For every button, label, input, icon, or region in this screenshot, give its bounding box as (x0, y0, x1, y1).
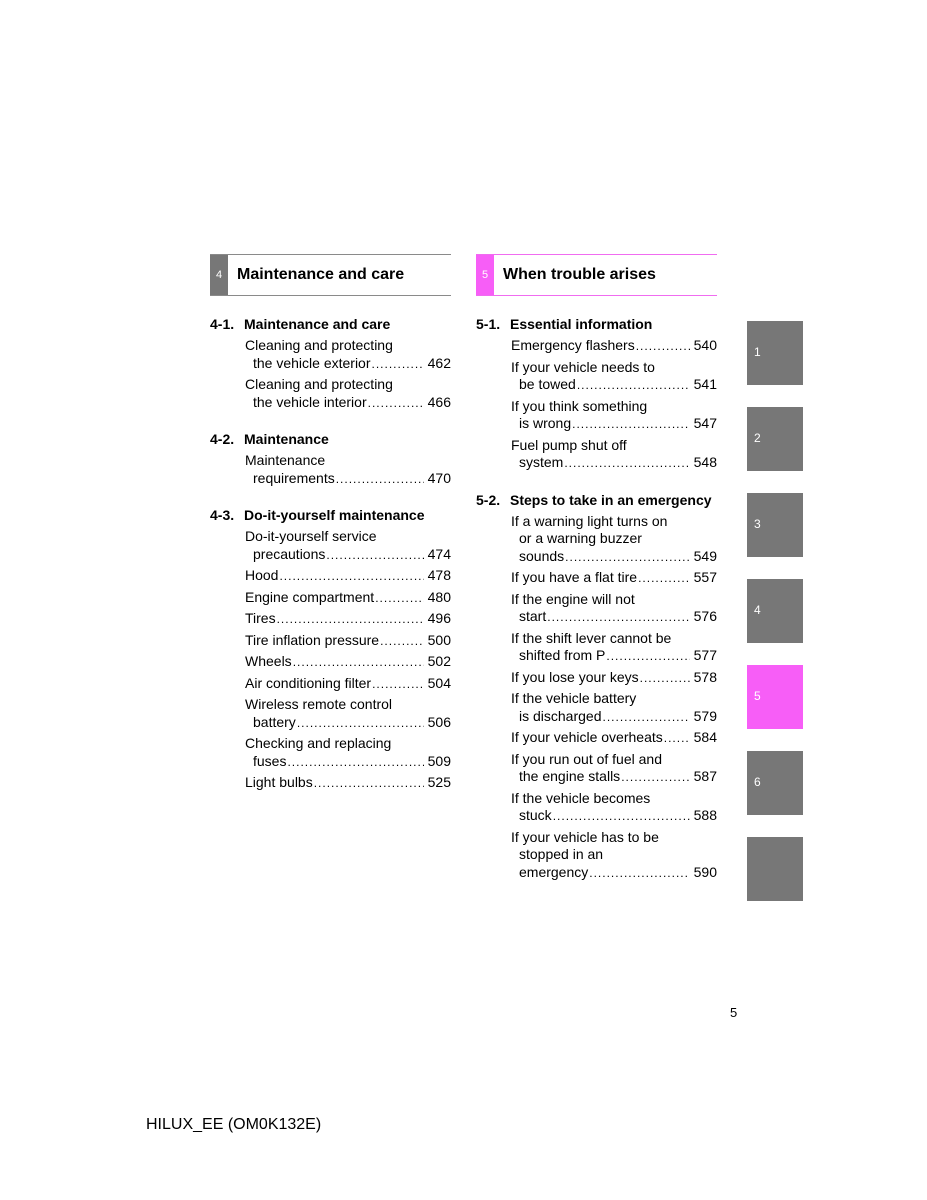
entry-page-number: 540 (693, 337, 717, 353)
entry-title-line: Do-it-yourself service (245, 528, 377, 544)
entry-page-number: 547 (693, 415, 717, 431)
entry-page-number: 466 (427, 393, 451, 410)
entry-page-number: 462 (427, 354, 451, 371)
entry-page-number: 584 (693, 729, 717, 745)
entry-title-line: Cleaning and protecting (245, 337, 393, 353)
toc-section (210, 316, 451, 412)
toc-section (210, 507, 451, 793)
toc-entry[interactable] (511, 630, 717, 666)
entry-title-tail: Tires (245, 610, 276, 626)
entry-leader-line (511, 608, 717, 627)
entry-leader-line (245, 546, 451, 565)
chapter-4-column (210, 254, 451, 796)
toc-entry[interactable] (245, 696, 451, 732)
entry-page-number: 541 (693, 376, 717, 392)
entry-leader-line (511, 569, 717, 588)
toc-entry[interactable] (511, 829, 717, 883)
entry-leader-line (245, 675, 451, 694)
dot-leader (589, 865, 689, 883)
entry-page-number: 588 (693, 807, 717, 823)
entry-list (245, 452, 451, 488)
dot-leader (564, 455, 689, 473)
entry-title-tail: the engine stalls (519, 768, 621, 784)
toc-section (210, 431, 451, 488)
entry-title-tail: Emergency flashers (511, 337, 635, 353)
entry-page-number: 500 (427, 631, 451, 648)
entry-title-line: Maintenance (245, 452, 326, 468)
entry-leader-line (245, 589, 451, 608)
toc-entry[interactable] (245, 589, 451, 608)
entry-page-number: 576 (693, 608, 717, 624)
toc-entry[interactable] (511, 337, 717, 356)
toc-entry[interactable] (511, 751, 717, 787)
entry-page-number: 549 (693, 547, 717, 564)
entry-page-number: 509 (427, 752, 451, 769)
dot-leader (375, 590, 423, 608)
entry-page-number: 496 (427, 610, 451, 626)
toc-entry[interactable] (245, 653, 451, 672)
entry-title-tail: stuck (519, 807, 552, 823)
section-number: 4-2. (210, 431, 235, 447)
chapter-tab[interactable]: 6 (747, 751, 803, 815)
entry-leader-line (511, 548, 717, 567)
entry-leader-line (511, 669, 717, 688)
document-footer: HILUX_EE (OM0K132E) (146, 1116, 322, 1133)
entry-title-tail: the vehicle interior (253, 393, 367, 410)
entry-page-number: 557 (693, 569, 717, 585)
toc-entry[interactable] (511, 437, 717, 473)
entry-title-tail: emergency (519, 863, 589, 880)
section-number: 5-2. (476, 491, 501, 508)
entry-title-line: or a warning buzzer (519, 530, 642, 546)
entry-leader-line (245, 653, 451, 672)
entry-page-number: 579 (693, 707, 717, 724)
toc-entry[interactable] (245, 610, 451, 629)
section-title: Maintenance (244, 431, 329, 447)
entry-page-number: 470 (427, 469, 451, 486)
toc-entry[interactable] (511, 398, 717, 434)
chapter-tab[interactable] (747, 837, 803, 901)
section-number: 5-1. (476, 316, 501, 332)
entry-title-tail: battery (253, 713, 296, 730)
toc-entry[interactable] (245, 632, 451, 651)
section-title: Steps to take in an emergency (510, 491, 712, 508)
entry-page-number: 502 (427, 653, 451, 669)
chapter-tab[interactable]: 2 (747, 407, 803, 471)
section-heading (476, 316, 717, 333)
chapter-tab[interactable]: 1 (747, 321, 803, 385)
toc-entry[interactable] (511, 569, 717, 588)
entry-title-tail: shifted from P (519, 647, 606, 663)
entry-title-tail: Tire inflation pressure (245, 631, 380, 648)
entry-title-line: If your vehicle has to be (511, 828, 659, 845)
toc-entry[interactable] (511, 729, 717, 748)
entry-title-tail: precautions (253, 545, 326, 562)
section-title: Do-it-yourself maintenance (244, 507, 425, 523)
dot-leader (621, 769, 689, 787)
chapter-4-sections (210, 316, 451, 793)
entry-title-tail: be towed (519, 376, 576, 392)
chapter-tab[interactable]: 5 (747, 665, 803, 729)
chapter-4-title: Maintenance and care (237, 266, 405, 283)
section-heading (476, 492, 717, 509)
entry-page-number: 478 (427, 567, 451, 583)
entry-list (245, 528, 451, 793)
dot-leader (297, 715, 424, 733)
chapter-5-header (476, 254, 717, 296)
entry-page-number: 506 (427, 713, 451, 730)
toc-entry[interactable] (245, 774, 451, 793)
dot-leader (606, 648, 689, 666)
entry-page-number: 587 (693, 768, 717, 784)
entry-leader-line (245, 470, 451, 489)
entry-title-tail: requirements (253, 469, 335, 486)
toc-entry[interactable] (245, 528, 451, 564)
chapter-4-header (210, 254, 451, 296)
dot-leader (553, 808, 690, 826)
chapter-5-chip: 5 (476, 255, 494, 295)
dot-leader (547, 609, 689, 627)
entry-title-line: If the vehicle battery (511, 690, 637, 706)
entry-title-line: stopped in an (519, 846, 604, 862)
page-number: 5 (730, 1005, 738, 1020)
chapter-5-title: When trouble arises (503, 266, 656, 283)
entry-title-tail: system (519, 454, 564, 470)
entry-title-tail: fuses (253, 752, 287, 769)
entry-title-line: Cleaning and protecting (245, 376, 393, 392)
entry-list (511, 513, 717, 883)
entry-title-line: If the engine will not (511, 590, 635, 607)
chapter-tab[interactable]: 4 (747, 579, 803, 643)
dot-leader (326, 547, 423, 565)
entry-title-tail: start (519, 608, 547, 624)
dot-leader (368, 395, 424, 413)
dot-leader (565, 549, 689, 567)
chapter-tab[interactable]: 3 (747, 493, 803, 557)
toc-entry[interactable] (511, 790, 717, 826)
entry-page-number: 474 (427, 545, 451, 562)
entry-leader-line (245, 753, 451, 772)
toc-section (476, 316, 717, 473)
entry-leader-line (511, 807, 717, 826)
entry-title-line: If the vehicle becomes (511, 789, 651, 806)
toc-entry[interactable] (245, 567, 451, 586)
entry-list (511, 337, 717, 473)
entry-leader-line (245, 714, 451, 733)
entry-page-number: 525 (427, 774, 451, 790)
dot-leader (372, 356, 424, 374)
entry-leader-line (511, 647, 717, 666)
entry-leader-line (245, 610, 451, 629)
dot-leader (287, 754, 423, 772)
section-number: 4-1. (210, 316, 235, 332)
chapter-4-chip: 4 (210, 255, 228, 295)
entry-title-line: If you run out of fuel and (511, 750, 662, 767)
dot-leader (664, 730, 690, 748)
entry-leader-line (511, 708, 717, 727)
entry-page-number: 577 (693, 647, 717, 663)
entry-title-line: If a warning light turns on (511, 512, 668, 529)
dot-leader (572, 416, 690, 434)
entry-page-number: 578 (693, 668, 717, 685)
entry-leader-line (245, 355, 451, 374)
entry-title-tail: Hood (245, 567, 279, 583)
dot-leader (640, 670, 690, 688)
entry-title-line: Wireless remote control (245, 696, 393, 712)
entry-leader-line (245, 394, 451, 413)
toc-entry[interactable] (245, 675, 451, 694)
entry-title-line: If your vehicle needs to (511, 358, 655, 375)
entry-title-tail: Light bulbs (245, 774, 313, 790)
dot-leader (638, 570, 690, 588)
toc-entry[interactable] (245, 452, 451, 488)
entry-title-line: If you think something (511, 397, 648, 414)
toc-entry[interactable] (245, 337, 451, 373)
toc-section (476, 492, 717, 883)
entry-page-number: 504 (427, 674, 451, 691)
entry-leader-line (245, 632, 451, 651)
entry-page-number: 590 (693, 863, 717, 880)
entry-page-number: 480 (427, 588, 451, 605)
dot-leader (603, 709, 690, 727)
section-title: Essential information (510, 316, 653, 332)
entry-title-tail: the vehicle exterior (253, 354, 371, 371)
dot-leader (279, 568, 423, 586)
toc-entry[interactable] (511, 690, 717, 726)
toc-entry[interactable] (245, 735, 451, 771)
dot-leader (372, 676, 424, 694)
entry-title-tail: If your vehicle overheats (511, 729, 663, 745)
entry-title-tail: Wheels (245, 653, 292, 669)
section-heading (210, 507, 451, 524)
entry-title-line: Fuel pump shut off (511, 436, 627, 453)
dot-leader (314, 775, 424, 793)
toc-entry[interactable] (511, 591, 717, 627)
entry-title-tail: Air conditioning filter (245, 674, 372, 691)
dot-leader (577, 377, 690, 395)
entry-leader-line (511, 454, 717, 473)
entry-title-line: Checking and replacing (245, 735, 392, 751)
dot-leader (277, 611, 424, 629)
dot-leader (636, 338, 690, 356)
section-heading (210, 431, 451, 448)
chapter-5-sections (476, 316, 717, 882)
entry-title-tail: If you have a flat tire (511, 569, 638, 585)
entry-page-number: 548 (693, 454, 717, 470)
entry-leader-line (511, 729, 717, 748)
section-heading (210, 316, 451, 333)
entry-title-tail: Engine compartment (245, 588, 375, 605)
toc-entry[interactable] (511, 669, 717, 688)
dot-leader (380, 633, 424, 651)
entry-leader-line (511, 864, 717, 883)
toc-entry[interactable] (511, 359, 717, 395)
dot-leader (336, 471, 424, 489)
section-number: 4-3. (210, 507, 235, 523)
section-title: Maintenance and care (244, 316, 391, 332)
toc-entry[interactable] (245, 376, 451, 412)
dot-leader (293, 654, 424, 672)
entry-title-tail: is wrong (519, 415, 572, 431)
entry-list (245, 337, 451, 412)
entry-leader-line (511, 415, 717, 434)
entry-title-tail: is discharged (519, 707, 602, 724)
chapter-5-column (476, 254, 717, 885)
entry-leader-line (511, 376, 717, 395)
entry-leader-line (511, 768, 717, 787)
entry-leader-line (511, 337, 717, 356)
entry-title-tail: sounds (519, 547, 565, 564)
entry-leader-line (245, 774, 451, 793)
toc-entry[interactable] (511, 513, 717, 567)
entry-leader-line (245, 567, 451, 586)
entry-title-tail: If you lose your keys (511, 668, 639, 685)
entry-title-line: If the shift lever cannot be (511, 629, 672, 646)
